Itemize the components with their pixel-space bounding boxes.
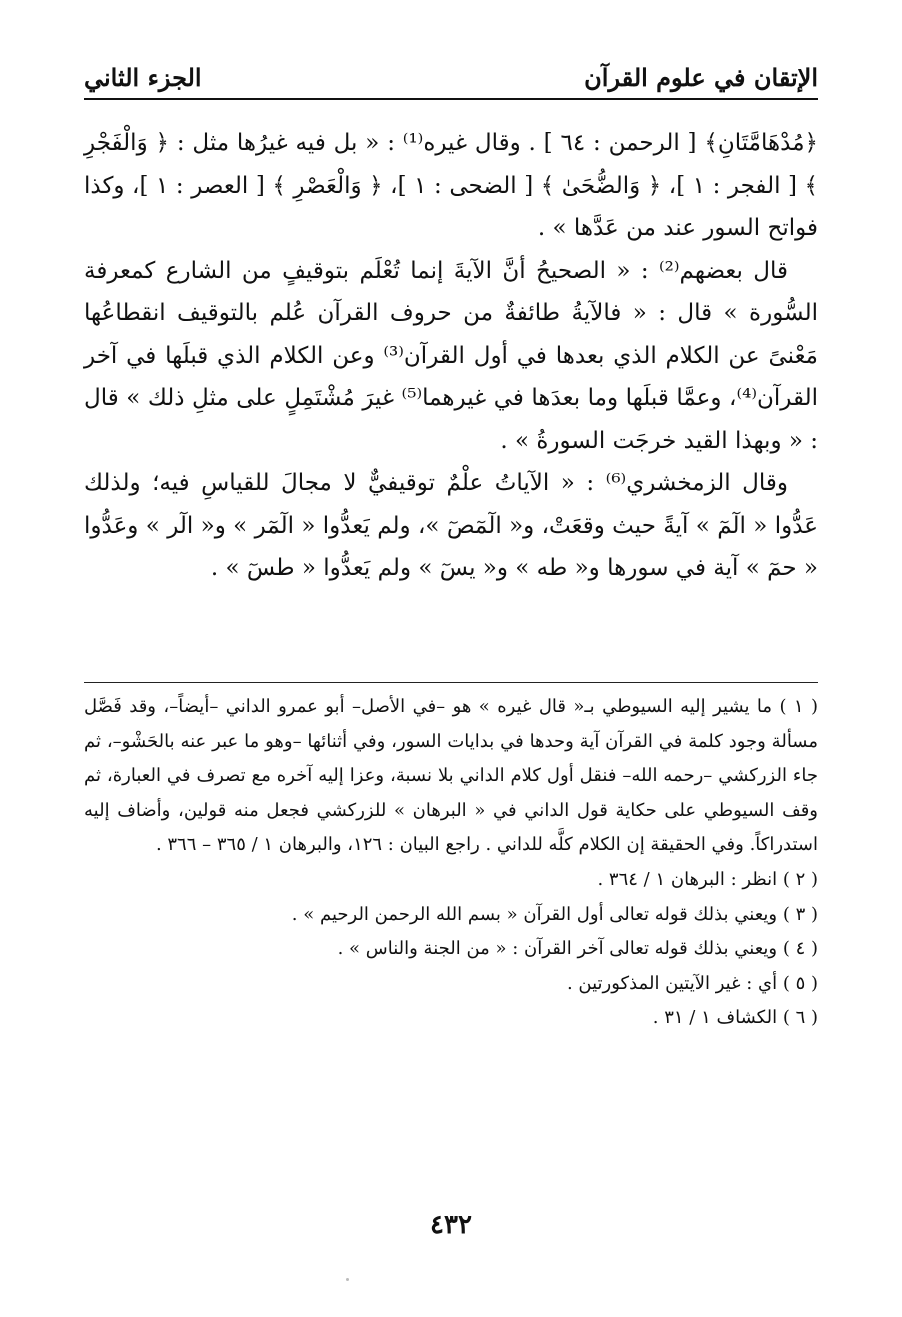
scan-speck: [346, 1278, 349, 1281]
footnote-6: ( ٦ ) الكشاف ١ / ٣١ .: [652, 1007, 818, 1029]
footnote-2: ( ٢ ) انظر : البرهان ١ / ٣٦٤ .: [597, 868, 818, 890]
footnote-1: ( ١ ) ما يشير إليه السيوطي بـ« قال غيره » هو –في الأصل– أبو عمرو الداني –أيضاً–، وقد فَصَّل مسألة وجود كلمة في القرآن آية وحدها في بدايات السور، وفي أثنائها –وهو ما عبر عنه بالحَشْو–، ثم جاء الزركشي –رحمه الله– فنقل أول كلام الداني بلا نسبة، وعزا إليه آخره مع تصرف في العبارة، ثم وقف السيوطي على حكاية قول الداني في « البرهان » للزركشي فجعل منه قولين، وأضاف إليه استدراكاً. وفي الحقيقة إن الكلام كلَّه للداني . راجع البيان : ١٢٦، والبرهان ١ / ٣٦٥ – ٣٦٦ .: [84, 696, 818, 856]
paragraph-1: ﴿مُدْهَامَّتَانِ﴾ [ الرحمن : ٦٤ ] . وقال غيره⁽¹⁾ : « بل فيه غيرُها مثل : ﴿ وَالْفَجْرِ ﴾ [ الفجر : ١ ]، ﴿ وَالضُّحَىٰ ﴾ [ الضحى : ١ ]، ﴿ وَالْعَصْرِ ﴾ [ العصر : ١ ]، وكذا فواتح السور عند من عَدَّها » .: [84, 130, 818, 241]
main-text: [84, 122, 818, 590]
footnote-3: ( ٣ ) ويعني بذلك قوله تعالى أول القرآن « بسم الله الرحمن الرحيم » .: [291, 903, 818, 925]
running-header: [84, 52, 818, 100]
footnote-divider: [84, 682, 818, 683]
footnote-4: ( ٤ ) ويعني بذلك قوله تعالى آخر القرآن : « من الجنة والناس » .: [337, 938, 818, 960]
footnote-5: ( ٥ ) أي : غير الآيتين المذكورتين .: [566, 972, 818, 994]
page-number: ٤٣٢: [430, 1210, 472, 1240]
footnotes: [84, 690, 818, 1036]
paragraph-2: قال بعضهم⁽²⁾ : « الصحيحُ أنَّ الآيةَ إنما تُعْلَم بتوقيفٍ من الشارع كمعرفة السُّورة » قال : « فالآيةُ طائفةٌ من حروف القرآن عُلم بالتوقيف انقطاعُها مَعْنىً عن الكلام الذي بعدها في أول القرآن⁽³⁾ وعن الكلام الذي قبلَها في آخر القرآن⁽⁴⁾، وعمَّا قبلَها وما بعدَها في غيرهما⁽⁵⁾ غيرَ مُشْتَمِلٍ على مثلِ ذلك » قال : « وبهذا القيد خرجَت السورةُ » .: [84, 257, 818, 454]
volume-label: الجزء الثاني: [84, 63, 202, 92]
paragraph-3: وقال الزمخشري⁽⁶⁾ : « الآياتُ علْمٌ توقيفيٌّ لا مجالَ للقياسِ فيه؛ ولذلك عَدُّوا « الٓمٓ » آيةً حيث وقعَتْ، و« الٓمٓصٓ »، ولم يَعدُّوا « الٓمٓر » و« الٓر » وعَدُّوا « حمٓ » آية في سورها و« طه » و« يسٓ » ولم يَعدُّوا « طسٓ » .: [84, 470, 818, 581]
book-title: الإتقان في علوم القرآن: [584, 63, 818, 92]
